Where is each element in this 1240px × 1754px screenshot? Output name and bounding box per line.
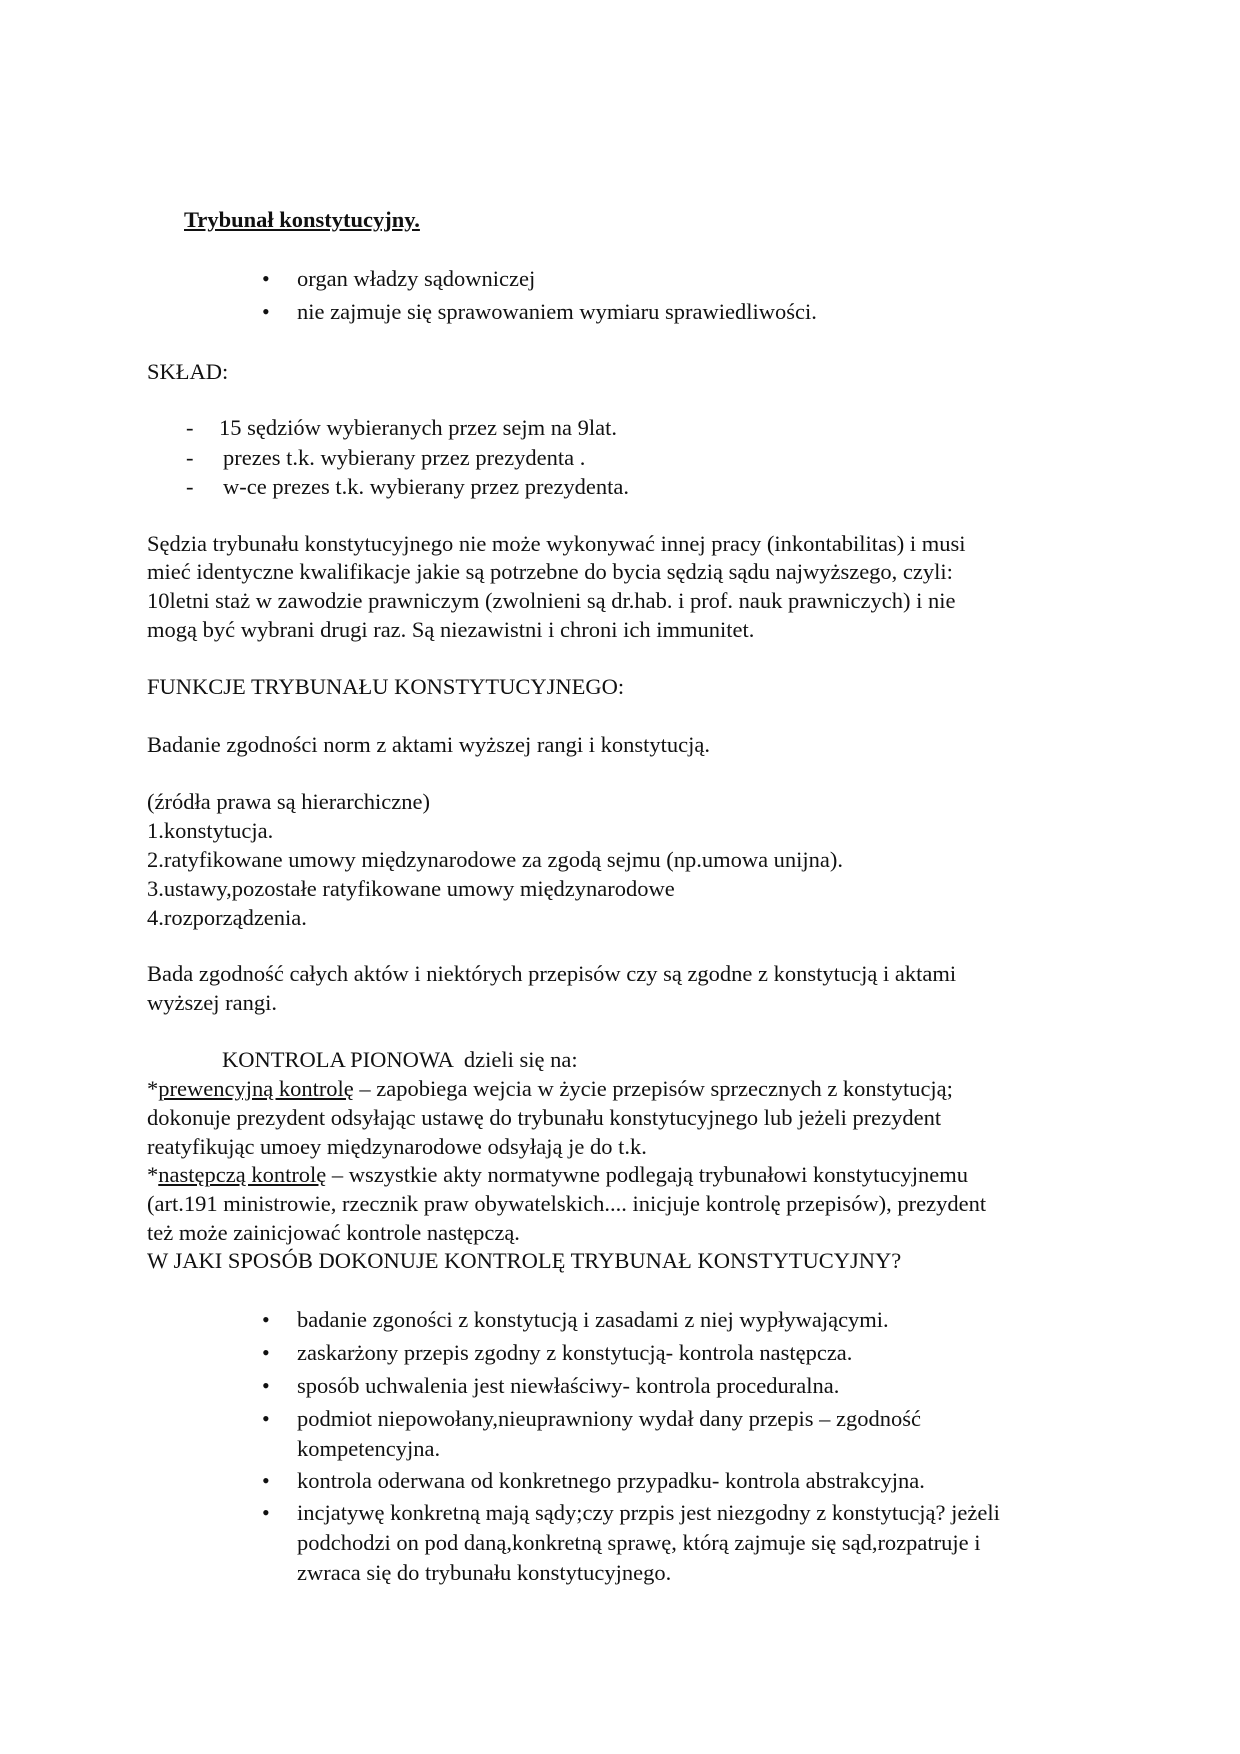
paragraph-line: (art.191 ministrowie, rzecznik praw obywatelskich.... inicjuje kontrolę przepisów), prezydent bbox=[147, 1191, 987, 1216]
bullet-icon: • bbox=[262, 299, 270, 324]
bullet-icon: • bbox=[262, 1406, 270, 1431]
star: * bbox=[147, 1076, 159, 1101]
sposob-bullet: badanie zgoności z konstytucją i zasadami z niej wypływającymi. bbox=[297, 1307, 889, 1332]
sposob-bullet: zaskarżony przepis zgodny z konstytucją- kontrola następcza. bbox=[297, 1340, 853, 1365]
dash-marker: - bbox=[186, 474, 194, 499]
intro-bullet: nie zajmuje się sprawowaniem wymiaru sprawiedliwości. bbox=[297, 299, 817, 324]
sposob-bullet: sposób uchwalenia jest niewłaściwy- kontrola proceduralna. bbox=[297, 1373, 840, 1398]
intro-bullet: organ władzy sądowniczej bbox=[297, 266, 536, 291]
sposob-bullet-cont: kompetencyjna. bbox=[297, 1436, 441, 1461]
hierarchy-line: 1.konstytucja. bbox=[147, 818, 274, 843]
sklad-item: 15 sędziów wybieranych przez sejm na 9lat. bbox=[219, 415, 617, 440]
paragraph-line: mieć identyczne kwalifikacje jakie są potrzebne do bycia sędzią sądu najwyższego, czyli: bbox=[147, 559, 953, 584]
paragraph-line: reatyfikując umoey międzynarodowe odsyłają je do t.k. bbox=[147, 1134, 647, 1159]
nastepcza-desc: – wszystkie akty normatywne podlegają trybunałowi konstytucyjnemu bbox=[326, 1162, 969, 1187]
nastepcza-term: następczą kontrolę bbox=[158, 1162, 327, 1187]
funkcje-heading: FUNKCJE TRYBUNAŁU KONSTYTUCYJNEGO: bbox=[147, 674, 625, 699]
sklad-item: w-ce prezes t.k. wybierany przez prezydenta. bbox=[223, 474, 630, 499]
hierarchy-line: 3.ustawy,pozostałe ratyfikowane umowy międzynarodowe bbox=[147, 876, 675, 901]
sposob-bullet-cont: podchodzi on pod daną,konkretną sprawę, którą zajmuje się sąd,rozpatruje i bbox=[297, 1530, 981, 1555]
bada-line: wyższej rangi. bbox=[147, 990, 277, 1015]
nastepcza-line bbox=[147, 1162, 968, 1188]
kontrola-heading: KONTROLA PIONOWA dzieli się na: bbox=[222, 1047, 578, 1072]
hierarchy-line: 4.rozporządzenia. bbox=[147, 905, 307, 930]
bullet-icon: • bbox=[262, 266, 270, 291]
hierarchy-line: (źródła prawa są hierarchiczne) bbox=[147, 789, 430, 814]
prewencyjna-desc: – zapobiega wejcia w życie przepisów sprzecznych z konstytucją; bbox=[353, 1076, 953, 1101]
hierarchy-line: 2.ratyfikowane umowy międzynarodowe za zgodą sejmu (np.umowa unijna). bbox=[147, 847, 844, 872]
prewencyjna-term: prewencyjną kontrolę bbox=[158, 1076, 354, 1101]
bullet-icon: • bbox=[262, 1373, 270, 1398]
sposob-bullet: podmiot niepowołany,nieuprawniony wydał dany przepis – zgodność bbox=[297, 1406, 922, 1431]
paragraph-line: mogą być wybrani drugi raz. Są niezawistni i chroni ich immunitet. bbox=[147, 617, 755, 642]
badanie-line: Badanie zgodności norm z aktami wyższej rangi i konstytucją. bbox=[147, 732, 710, 757]
dash-marker: - bbox=[186, 445, 194, 470]
star: * bbox=[147, 1162, 159, 1187]
bullet-icon: • bbox=[262, 1468, 270, 1493]
paragraph-line: dokonuje prezydent odsyłając ustawę do trybunału konstytucyjnego lub jeżeli prezydent bbox=[147, 1105, 942, 1130]
sposob-bullet: incjatywę konkretną mają sądy;czy przpis jest niezgodny z konstytucją? jeżeli bbox=[297, 1500, 1000, 1525]
sklad-item: prezes t.k. wybierany przez prezydenta . bbox=[223, 445, 586, 470]
sklad-heading: SKŁAD: bbox=[147, 359, 229, 384]
sposob-bullet: kontrola oderwana od konkretnego przypadku- kontrola abstrakcyjna. bbox=[297, 1468, 925, 1493]
sposob-bullet-cont: zwraca się do trybunału konstytucyjnego. bbox=[297, 1560, 672, 1585]
bullet-icon: • bbox=[262, 1307, 270, 1332]
prewencyjna-line bbox=[147, 1076, 953, 1102]
dash-marker: - bbox=[186, 415, 194, 440]
document-title: Trybunał konstytucyjny. bbox=[184, 207, 420, 232]
paragraph-line: też może zainicjować kontrole następczą. bbox=[147, 1220, 520, 1245]
bullet-icon: • bbox=[262, 1340, 270, 1365]
paragraph-line: Sędzia trybunału konstytucyjnego nie może wykonywać innej pracy (inkontabilitas) i musi bbox=[147, 531, 966, 556]
paragraph-line: 10letni staż w zawodzie prawniczym (zwolnieni są dr.hab. i prof. nauk prawniczych) i nie bbox=[147, 588, 956, 613]
sposob-heading: W JAKI SPOSÓB DOKONUJE KONTROLĘ TRYBUNAŁ KONSTYTUCYJNY? bbox=[147, 1248, 902, 1273]
bullet-icon: • bbox=[262, 1500, 270, 1525]
bada-line: Bada zgodność całych aktów i niektórych przepisów czy są zgodne z konstytucją i aktami bbox=[147, 961, 957, 986]
